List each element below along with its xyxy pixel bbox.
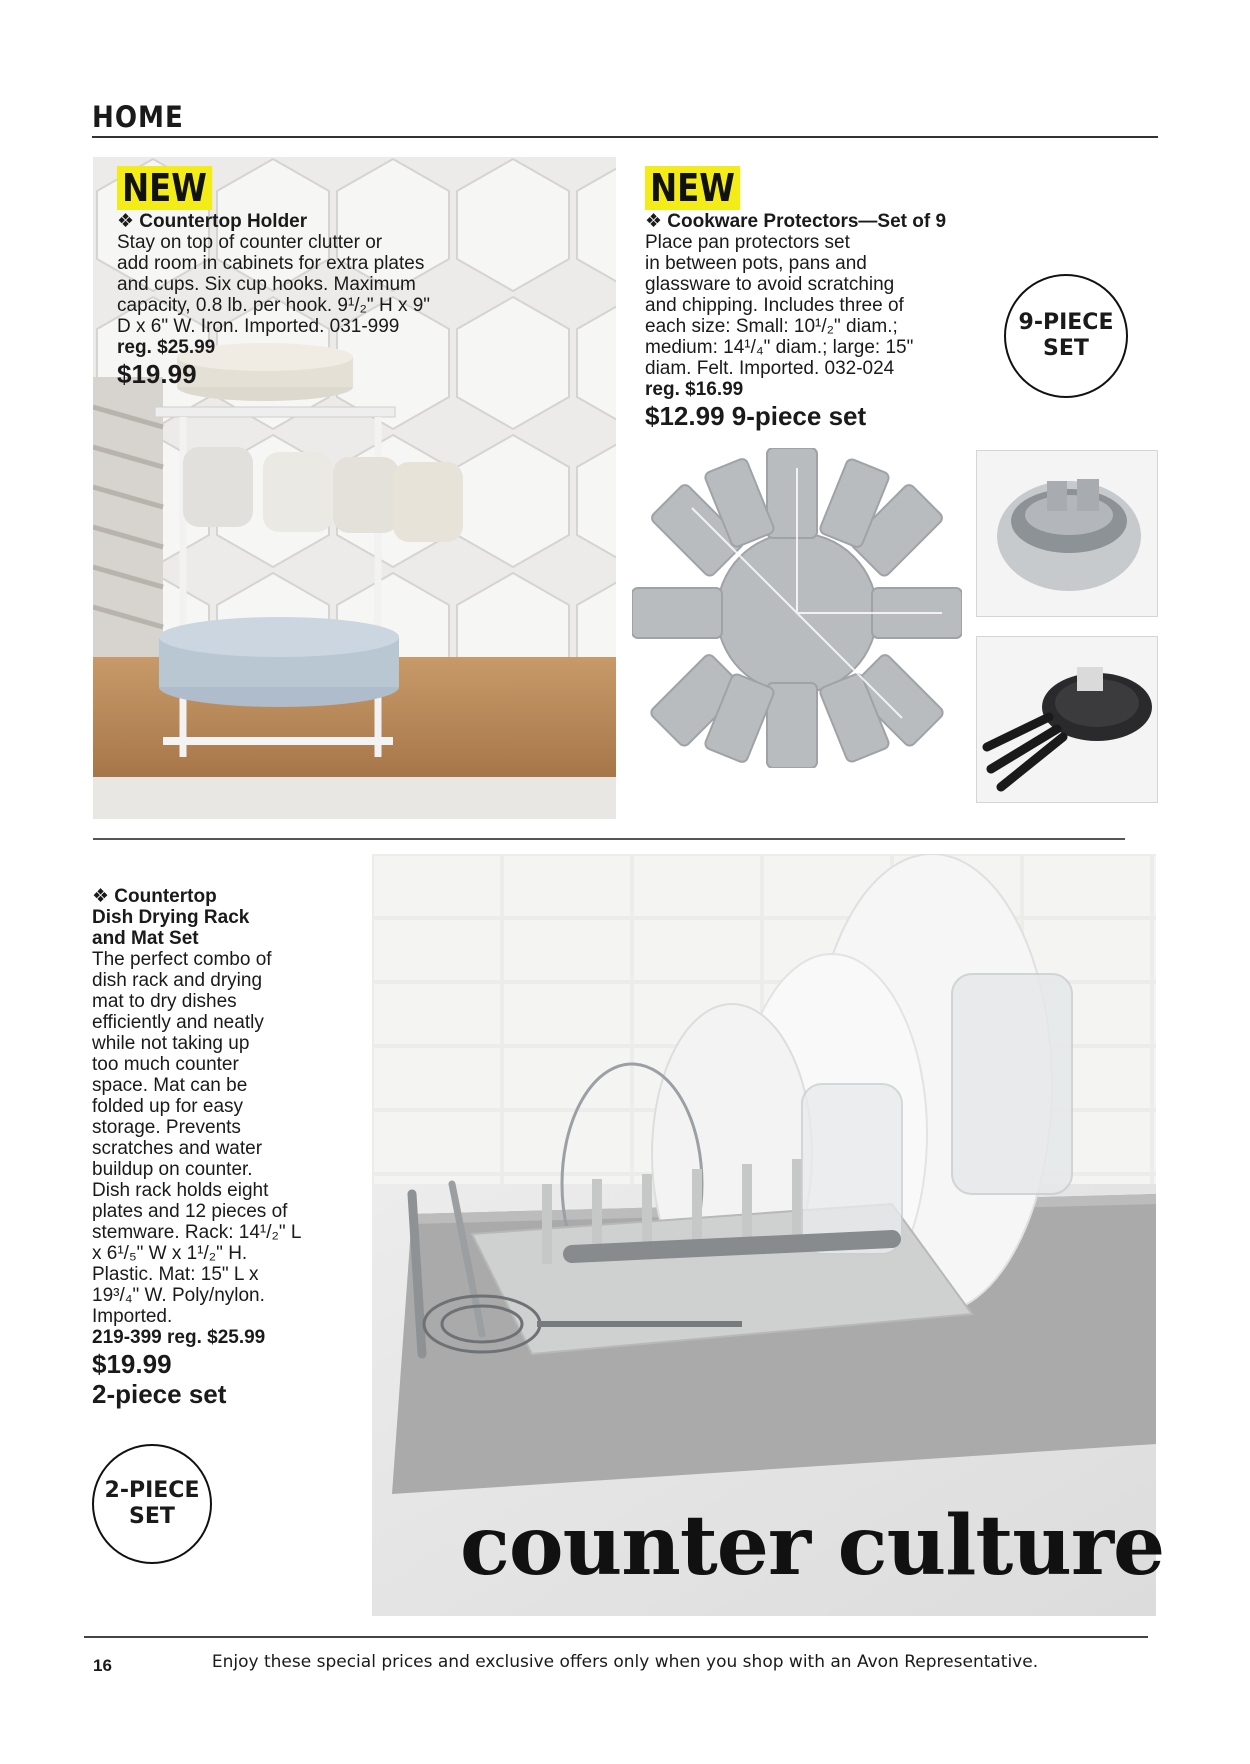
- product-desc-line: stemware. Rack: 14¹/₂" L: [92, 1222, 302, 1243]
- product-desc-line: folded up for easy: [92, 1096, 244, 1117]
- product-title: ❖ Countertop Holder: [117, 211, 308, 232]
- product-desc-line: in between pots, pans and: [645, 253, 867, 274]
- countertop-holder-info: [117, 211, 497, 389]
- dish-rack-info: [92, 886, 362, 1409]
- product-desc-line: add room in cabinets for extra plates: [117, 253, 425, 274]
- badge-line: 2-PIECE: [104, 1478, 200, 1503]
- product-desc-line: too much counter: [92, 1054, 239, 1075]
- badge-line: 9-PIECE: [1018, 310, 1114, 335]
- sale-price-unit: 2-piece set: [92, 1379, 227, 1409]
- badge-line: SET: [1043, 336, 1089, 361]
- header-rule: [92, 136, 1158, 138]
- badge-line: SET: [129, 1504, 175, 1529]
- product-desc-line: Plastic. Mat: 15" L x: [92, 1264, 259, 1285]
- product-desc-line: 19³/₄" W. Poly/nylon.: [92, 1285, 265, 1306]
- product-title: ❖ Cookware Protectors—Set of 9: [645, 211, 947, 232]
- pans-photo: [976, 636, 1158, 803]
- product-desc-line: mat to dry dishes: [92, 991, 237, 1012]
- product-desc-line: capacity, 0.8 lb. per hook. 9¹/₂" H x 9": [117, 295, 431, 316]
- product-desc-line: Dish rack holds eight: [92, 1180, 269, 1201]
- product-desc-line: The perfect combo of: [92, 949, 272, 970]
- product-desc-line: dish rack and drying: [92, 970, 263, 991]
- product-desc-line: storage. Prevents: [92, 1117, 241, 1138]
- product-title: Dish Drying Rack: [92, 907, 250, 928]
- product-title: ❖ Countertop: [92, 886, 217, 907]
- footer-rule: [84, 1636, 1148, 1638]
- product-desc-line: diam. Felt. Imported. 032-024: [645, 358, 895, 379]
- regular-price: 219-399 reg. $25.99: [92, 1327, 266, 1348]
- product-desc-line: each size: Small: 10¹/₂" diam.;: [645, 316, 898, 337]
- product-desc-line: and chipping. Includes three of: [645, 295, 904, 316]
- product-desc-line: Stay on top of counter clutter or: [117, 232, 383, 253]
- product-desc-line: glassware to avoid scratching: [645, 274, 895, 295]
- product-desc-line: while not taking up: [92, 1033, 250, 1054]
- product-desc-line: plates and 12 pieces of: [92, 1201, 288, 1222]
- product-desc-line: Place pan protectors set: [645, 232, 850, 253]
- new-badge: NEW: [645, 166, 740, 210]
- sale-price: $19.99: [92, 1349, 172, 1379]
- section-divider: [93, 838, 1125, 840]
- product-desc-line: space. Mat can be: [92, 1075, 248, 1096]
- piece-count-badge: [92, 1444, 212, 1564]
- sale-price: $19.99: [117, 359, 197, 389]
- sale-price: $12.99 9-piece set: [645, 401, 867, 431]
- piece-count-badge: [1004, 274, 1128, 398]
- product-desc-line: D x 6" W. Iron. Imported. 031-999: [117, 316, 400, 337]
- product-desc-line: scratches and water: [92, 1138, 263, 1159]
- headline: counter culture: [460, 1498, 1165, 1594]
- product-desc-line: buildup on counter.: [92, 1159, 253, 1180]
- product-desc-line: and cups. Six cup hooks. Maximum: [117, 274, 416, 295]
- product-desc-line: medium: 14¹/₄" diam.; large: 15": [645, 337, 914, 358]
- footer-note: Enjoy these special prices and exclusive offers only when you shop with an Avon Representative.: [211, 1652, 1039, 1672]
- bowls-photo: [976, 450, 1158, 617]
- regular-price: reg. $25.99: [117, 337, 216, 358]
- product-desc-line: efficiently and neatly: [92, 1012, 264, 1033]
- product-desc-line: x 6¹/₅" W x 1¹/₂" H.: [92, 1243, 248, 1264]
- regular-price: reg. $16.99: [645, 379, 744, 400]
- product-desc-line: Imported.: [92, 1306, 173, 1327]
- section-title: HOME: [92, 100, 184, 134]
- cookware-protectors-info: [645, 211, 1005, 431]
- new-badge: NEW: [117, 166, 212, 210]
- page-number: 16: [93, 1656, 112, 1675]
- felt-protector-photo: [632, 448, 962, 768]
- product-title: and Mat Set: [92, 928, 199, 949]
